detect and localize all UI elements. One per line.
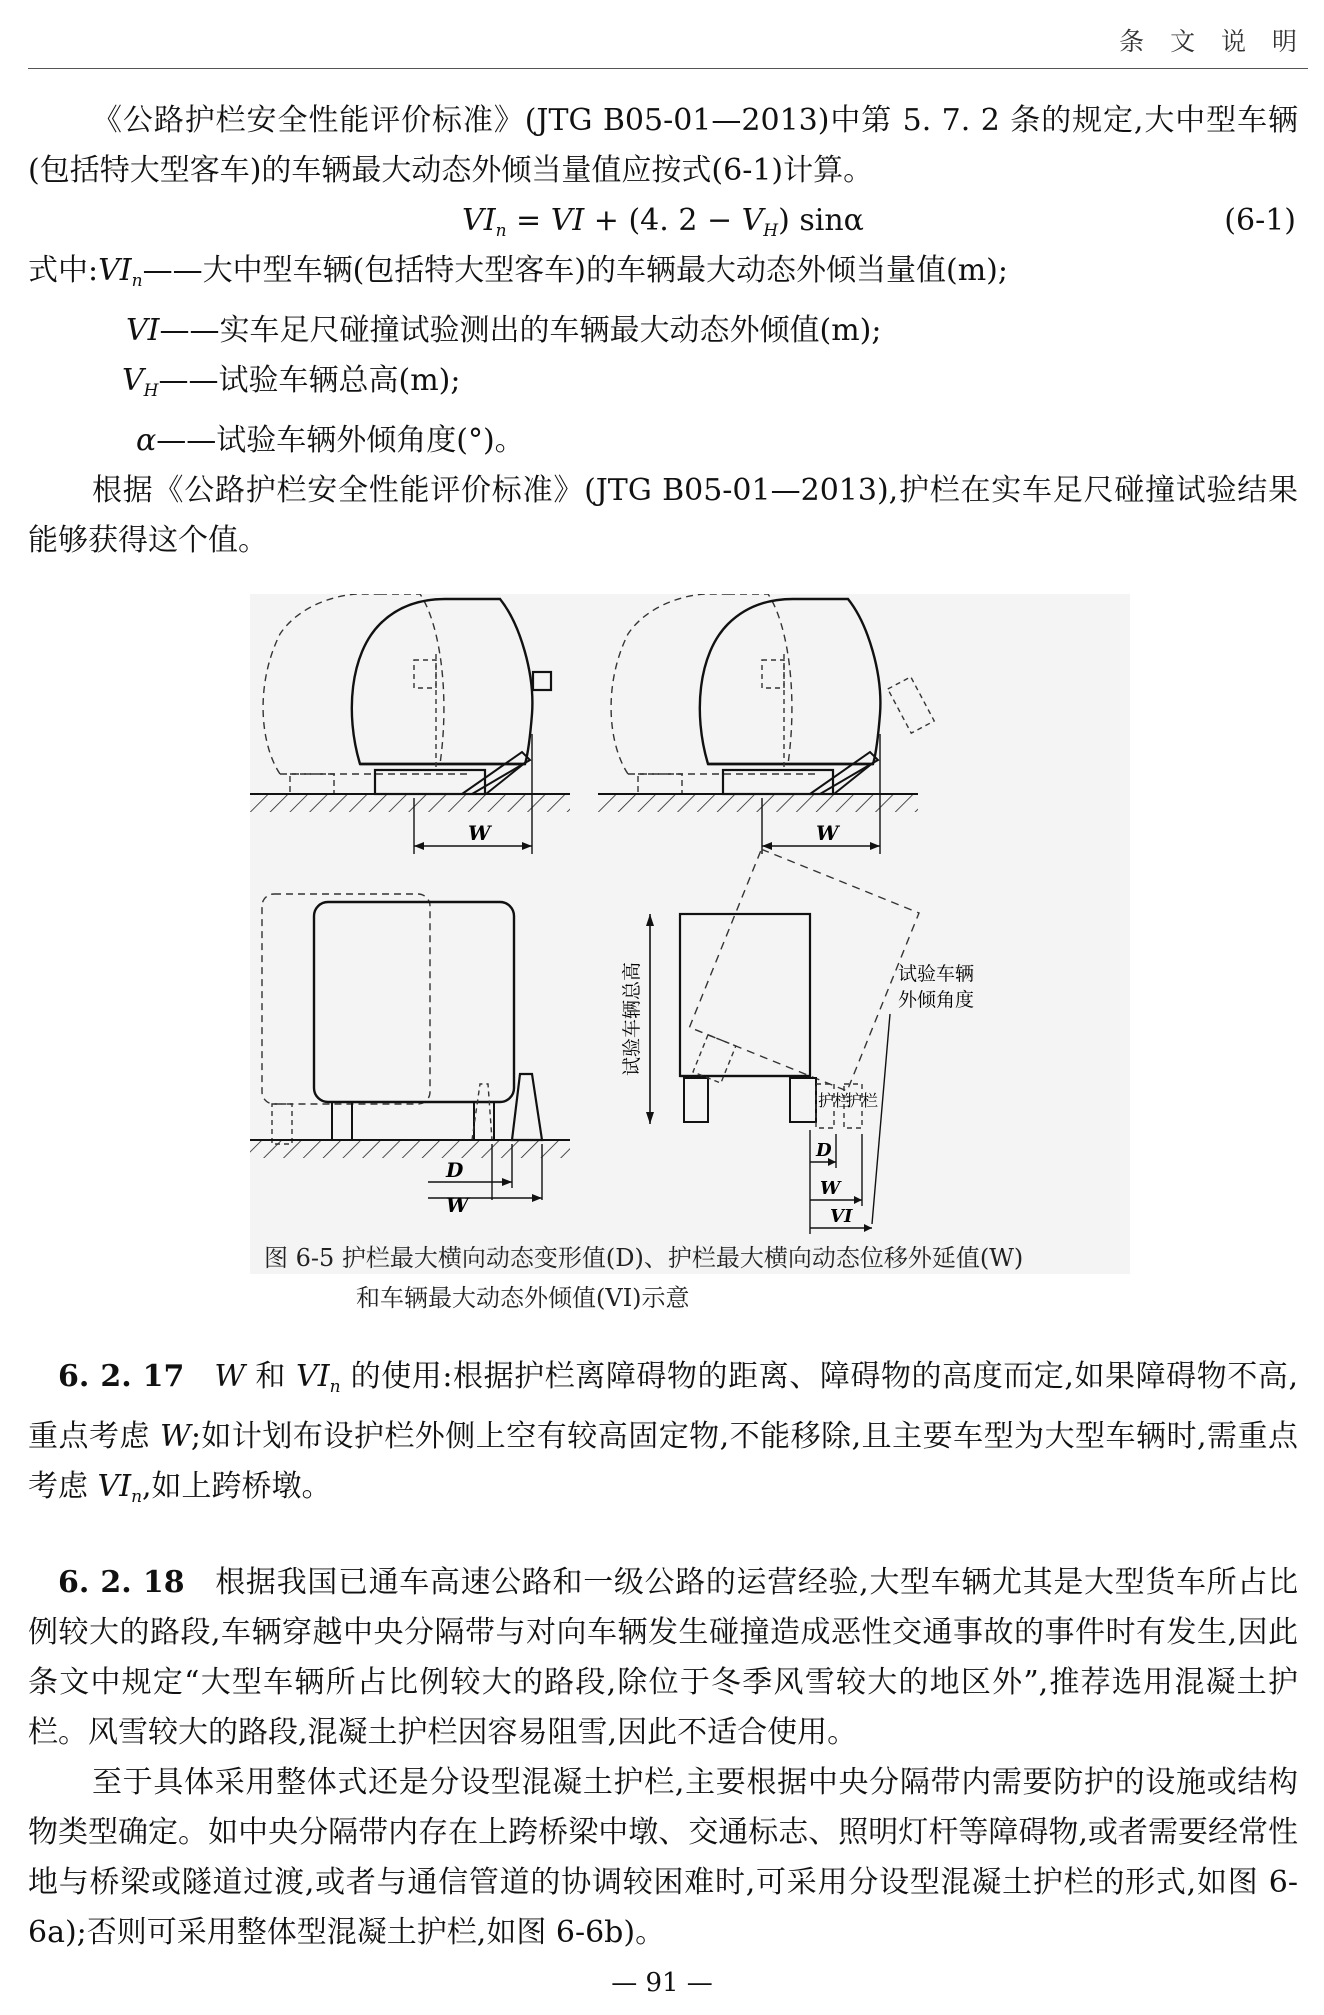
formula-rhs-d: ) sinα — [778, 203, 864, 238]
text-segment: 的使用:根据护栏离障碍物的距离、障碍物的高度而定,如果障碍物不高,重点考虑 — [28, 1359, 1298, 1454]
term-w: W — [214, 1359, 246, 1394]
label-d: D — [446, 1158, 464, 1182]
main-content — [28, 96, 1298, 1336]
header-rule — [28, 68, 1308, 69]
formula-eq: = — [506, 203, 551, 238]
label-angle-1: 试验车辆 — [898, 964, 975, 985]
label-vehicle-height: 试验车辆总高 — [622, 961, 643, 1077]
definition-vh-sym: V — [122, 363, 144, 398]
section-6-2-18 — [28, 1558, 1298, 1958]
term-vin-sub: n — [329, 1377, 341, 1397]
formula-lhs-sub: n — [495, 221, 507, 241]
formula-6-1 — [28, 196, 1298, 246]
caption-line-1: 图 6-5 护栏最大横向动态变形值(D)、护栏最大横向动态位移外延值(W) — [264, 1244, 1024, 1272]
definition-vi-text: ——实车足尺碰撞试验测出的车辆最大动态外倾值(m); — [159, 313, 882, 348]
section-6-2-18-paragraph-1 — [28, 1558, 1298, 1758]
definition-vh-text: ——试验车辆总高(m); — [158, 363, 461, 398]
definition-alpha-sym: α — [136, 423, 157, 458]
label-barrier-2: 护栏 — [846, 1093, 879, 1110]
label-w: W — [816, 821, 839, 845]
formula-rhs-a: VI — [550, 203, 585, 238]
label-barrier-1: 护栏 — [818, 1093, 851, 1110]
section-6-2-17-paragraph — [28, 1352, 1298, 1522]
section-number: 6. 2. 18 — [58, 1565, 185, 1600]
definition-vin-text: ——大中型车辆(包括特大型客车)的车辆最大动态外倾当量值(m); — [142, 253, 1008, 288]
definition-alpha-text: ——试验车辆外倾角度(°)。 — [156, 423, 525, 458]
text-segment: 和 — [245, 1359, 297, 1394]
term-vin: VI — [296, 1359, 330, 1394]
formula-rhs-b: + (4. 2 − — [584, 203, 742, 238]
intro-paragraph: 《公路护栏安全性能评价标准》(JTG B05-01—2013)中第 5. 7. 2 条的规定,大中型车辆(包括特大型客车)的车辆最大动态外倾当量值应按式(6-1)计算。 — [28, 103, 1298, 188]
definition-vi — [28, 306, 1298, 356]
section-number: 6. 2. 17 — [58, 1359, 185, 1394]
definition-lead: 式中: — [28, 253, 99, 288]
intro-paragraph-2: 根据《公路护栏安全性能评价标准》(JTG B05-01—2013),护栏在实车足尺碰撞试验结果能够获得这个值。 — [28, 473, 1298, 558]
formula-number: (6-1) — [1224, 203, 1296, 238]
definition-alpha — [28, 416, 1298, 466]
label-w: W — [468, 821, 491, 845]
definition-vin-sym: VI — [98, 253, 132, 288]
definition-vh-sub: H — [143, 381, 159, 401]
figure-6-5 — [28, 566, 1298, 1336]
section-6-2-18-paragraph-2: 至于具体采用整体式还是分设型混凝土护栏,主要根据中央分隔带内需要防护的设施或结构物类型确定。如中央分隔带内存在上跨桥梁中墩、交通标志、照明灯杆等障碍物,或者需要经常性地与桥梁或隧道过渡,或者与通信管道的协调较困难时,可采用分设型混凝土护栏的形式,如图 6-6a);否则可采用整体型混凝土护栏,如图 6-6b)。 — [28, 1765, 1298, 1950]
text-segment: ,如上跨桥墩。 — [142, 1469, 332, 1504]
formula-expression — [28, 196, 1298, 256]
label-angle-2: 外倾角度 — [898, 990, 975, 1011]
formula-rhs-c-sub: H — [763, 221, 779, 241]
page-number: — 91 — — [611, 1968, 713, 1998]
definition-vin-sub: n — [131, 271, 143, 291]
term-vin: VI — [97, 1469, 132, 1504]
ground-hatch — [598, 794, 918, 812]
label-w: W — [446, 1193, 469, 1217]
label-vi: VI — [830, 1206, 853, 1227]
label-w: W — [820, 1178, 841, 1199]
text-segment: ;如计划布设护栏外侧上空有较高固定物,不能移除,且主要车型为大型车辆时,需重点考虑 — [28, 1419, 1298, 1504]
symbol-definitions — [28, 246, 1298, 466]
label-d: D — [816, 1140, 832, 1161]
ground-hatch — [250, 1140, 570, 1158]
caption-line-2: 和车辆最大动态外倾值(VI)示意 — [356, 1284, 690, 1312]
figure-diagram — [250, 594, 1130, 1274]
running-header: 条 文 说 明 — [1119, 27, 1306, 56]
term-w: W — [159, 1419, 191, 1454]
formula-rhs-c: V — [741, 203, 764, 238]
term-vin-sub: n — [131, 1487, 143, 1507]
definition-vi-sym: VI — [126, 313, 160, 348]
text-segment: 根据我国已通车高速公路和一级公路的运营经验,大型车辆尤其是大型货车所占比例较大的路段,车辆穿越中央分隔带与对向车辆发生碰撞造成恶性交通事故的事件时有发生,因此条文中规定“大型车辆所占比例较大的路段,除位于冬季风雪较大的地区外”,推荐选用混凝土护栏。风雪较大的路段,混凝土护栏因容易阻雪,因此不适合使用。 — [28, 1565, 1298, 1750]
section-6-2-17 — [28, 1352, 1298, 1522]
formula-lhs: VI — [462, 203, 496, 238]
figure-background — [250, 594, 1130, 1274]
ground-hatch — [250, 794, 570, 812]
definition-vh — [28, 356, 1298, 416]
